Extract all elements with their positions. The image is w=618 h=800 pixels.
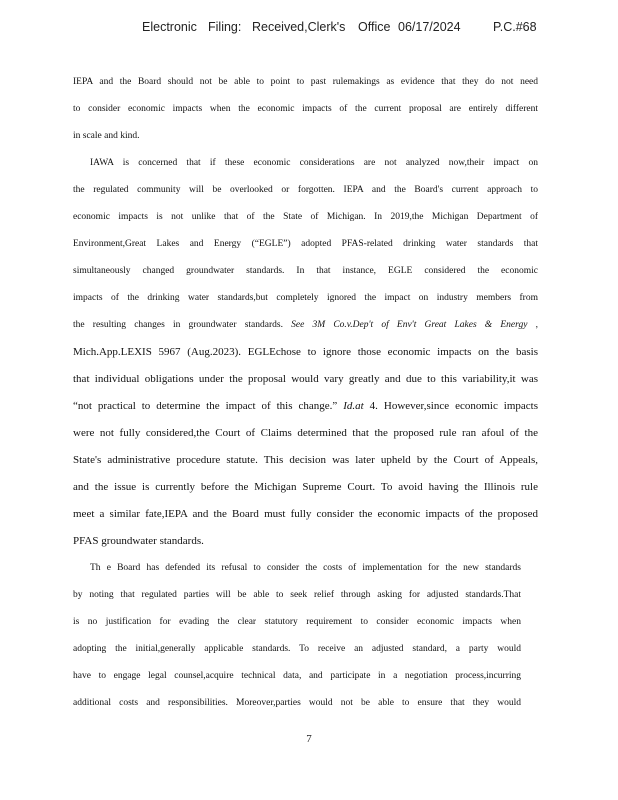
text-line: and the issue is currently before the Michigan Supreme Court. To avoid having the Illinois rule — [73, 481, 538, 493]
header-received-clerk: Received,Clerk's — [252, 20, 346, 34]
text-line: IAWA is concerned that if these economic considerations are not analyzed now,their impact on — [90, 158, 538, 168]
text-line: economic impacts is not unlike that of the State of Michigan. In 2019,the Michigan Department of — [73, 212, 538, 222]
case-citation: 3M Co.v.Dep't of Env't Great Lakes & Energy — [312, 320, 528, 330]
text-line: Environment,Great Lakes and Energy (“EGLE”) adopted PFAS-related drinking water standards that — [73, 239, 538, 249]
header-filing: Filing: — [208, 20, 242, 34]
text-line-with-citation — [73, 312, 538, 339]
text-line: were not fully considered,the Court of Claims determined that the proposed rule ran afoul of the — [73, 427, 538, 439]
text-line: IEPA and the Board should not be able to point to past rulemakings as evidence that they do not need — [73, 77, 538, 87]
text-segment: 4. However,since economic impacts — [369, 400, 538, 412]
text-segment: the resulting changes in groundwater standards. — [73, 320, 283, 330]
page-number: 7 — [306, 733, 312, 745]
citation-comma: , — [535, 320, 538, 330]
text-line: have to engage legal counsel,acquire technical data, and participate in a negotiation process,incurring — [73, 671, 521, 681]
body-text — [73, 69, 538, 717]
text-line: simultaneously changed groundwater standards. In that instance, EGLE considered the economic — [73, 266, 538, 276]
text-line: meet a similar fate,IEPA and the Board must fully consider the economic impacts of the proposed — [73, 508, 538, 520]
text-line: that individual obligations under the proposal would vary greatly and due to this variability,it was — [73, 373, 538, 385]
text-line: by noting that regulated parties will be able to seek relief through asking for adjusted standards.That — [73, 590, 521, 600]
text-line: impacts of the drinking water standards,but completely ignored the impact on industry members from — [73, 293, 538, 303]
header-pc-number: P.C.#68 — [493, 20, 537, 34]
text-line-with-citation — [73, 393, 538, 420]
header-date: 06/17/2024 — [398, 20, 461, 34]
text-line: PFAS groundwater standards. — [73, 535, 204, 547]
text-line: Th e Board has defended its refusal to consider the costs of implementation for the new standards — [90, 563, 521, 573]
text-line: adopting the initial,generally applicable standards. To receive an adjusted standard, a party would — [73, 644, 521, 654]
text-line: is no justification for evading the clear statutory requirement to consider economic impacts when — [73, 617, 521, 627]
header-electronic: Electronic — [142, 20, 197, 34]
text-line: additional costs and responsibilities. Moreover,parties would not be able to ensure that they would — [73, 698, 521, 708]
id-citation: Id.at — [343, 400, 364, 412]
text-line: to consider economic impacts when the economic impacts of the current proposal are entirely different — [73, 104, 538, 114]
text-line: State's administrative procedure statute. This decision was later upheld by the Court of Appeals, — [73, 454, 538, 466]
text-line: Mich.App.LEXIS 5967 (Aug.2023). EGLEchose to ignore those economic impacts on the basis — [73, 346, 538, 358]
citation-signal: See — [291, 320, 305, 330]
filing-header — [0, 20, 618, 38]
text-line: the regulated community will be overlooked or forgotten. IEPA and the Board's current approach to — [73, 185, 538, 195]
text-line: in scale and kind. — [73, 131, 140, 141]
text-segment: “not practical to determine the impact of this change.” — [73, 400, 338, 412]
header-office: Office — [358, 20, 391, 34]
